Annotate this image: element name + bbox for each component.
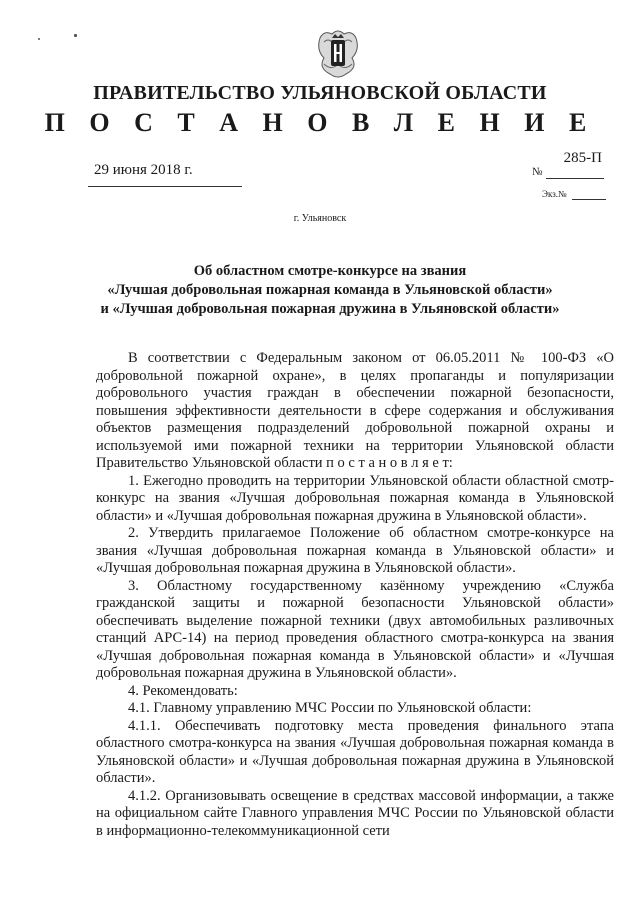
decree-number: 285-П — [563, 150, 602, 166]
item-4-1-1-paragraph: 4.1.1. Обеспечивать подготовку места проведения финального этапа областного смотра-конкурса на звания «Лучшая добровольная пожарная команда в Ульяновской области» и «Лучшая добровольная пожарная дружина в Ульяновской области». — [96, 717, 614, 786]
copy-number-block — [542, 189, 608, 203]
item-4-1-paragraph: 4.1. Главному управлению МЧС России по Ульяновской области: — [128, 700, 532, 716]
preamble-paragraph: В соответствии с Федеральным законом от 06.05.2011 № 100-ФЗ «О добровольной пожарной охране», в целях пропаганды и популяризации добровольного участия граждан в обеспечении пожарной безопасности, повышения эффективности деятельности в сфере содержания и обслуживания объектов размещения подразделений добровольной пожарной охраны и используемой ими пожарной техники на территории Ульяновской области Правительство Ульяновской области п о с т а н о в л я е т: — [96, 350, 614, 471]
title-line-1: Об областном смотре-конкурсе на звания — [193, 263, 467, 279]
decree-date: 29 июня 2018 г. — [94, 162, 193, 178]
item-4-1-2-paragraph: 4.1.2. Организовывать освещение в средствах массовой информации, а также на официальном сайте Главного управления МЧС России по Ульяновской области в информационно-телекоммуникационной сети — [96, 787, 614, 839]
coat-of-arms-emblem — [316, 28, 360, 80]
title-line-2: «Лучшая добровольная пожарная команда в Ульяновской области» — [107, 282, 553, 298]
government-name: ПРАВИТЕЛЬСТВО УЛЬЯНОВСКОЙ ОБЛАСТИ — [93, 82, 547, 104]
item-4-paragraph: 4. Рекомендовать: — [128, 682, 238, 699]
decree-body — [96, 350, 614, 840]
copy-underline — [572, 199, 606, 200]
title-line-3: и «Лучшая добровольная пожарная дружина в Ульяновской области» — [100, 301, 560, 317]
number-sign: № — [532, 166, 543, 178]
copy-label: Экз.№ — [542, 189, 567, 199]
scan-speck — [74, 34, 77, 37]
decree-title — [60, 262, 600, 319]
number-underline — [546, 178, 604, 179]
date-underline — [88, 186, 242, 187]
scan-speck — [38, 38, 40, 40]
item-2-paragraph: 2. Утвердить прилагаемое Положение об областном смотре-конкурсе на звания «Лучшая добровольная пожарная команда в Ульяновской области» и «Лучшая добровольная пожарная дружина в Ульяновской области». — [96, 525, 614, 576]
document-type-heading: П О С Т А Н О В Л Е Н И Е — [44, 108, 596, 137]
decree-number-block — [532, 150, 606, 182]
city-name: г. Ульяновск — [293, 213, 347, 224]
item-3-paragraph: 3. Областному государственному казённому учреждению «Служба гражданской защиты и пожарной безопасности Ульяновской области» обеспечивать выделение пожарной техники (двух автомобильных разливочных станций АРС-14) на период проведения областного смотра-конкурса на звания «Лучшая добровольная пожарная команда в Ульяновской области» и «Лучшая добровольная пожарная дружина в Ульяновской области». — [96, 577, 614, 681]
item-1-paragraph: 1. Ежегодно проводить на территории Ульяновской области областной смотр-конкурс на звания «Лучшая добровольная пожарная команда в Ульяновской области» и «Лучшая добровольная пожарная дружина в Ульяновской области». — [96, 472, 614, 524]
